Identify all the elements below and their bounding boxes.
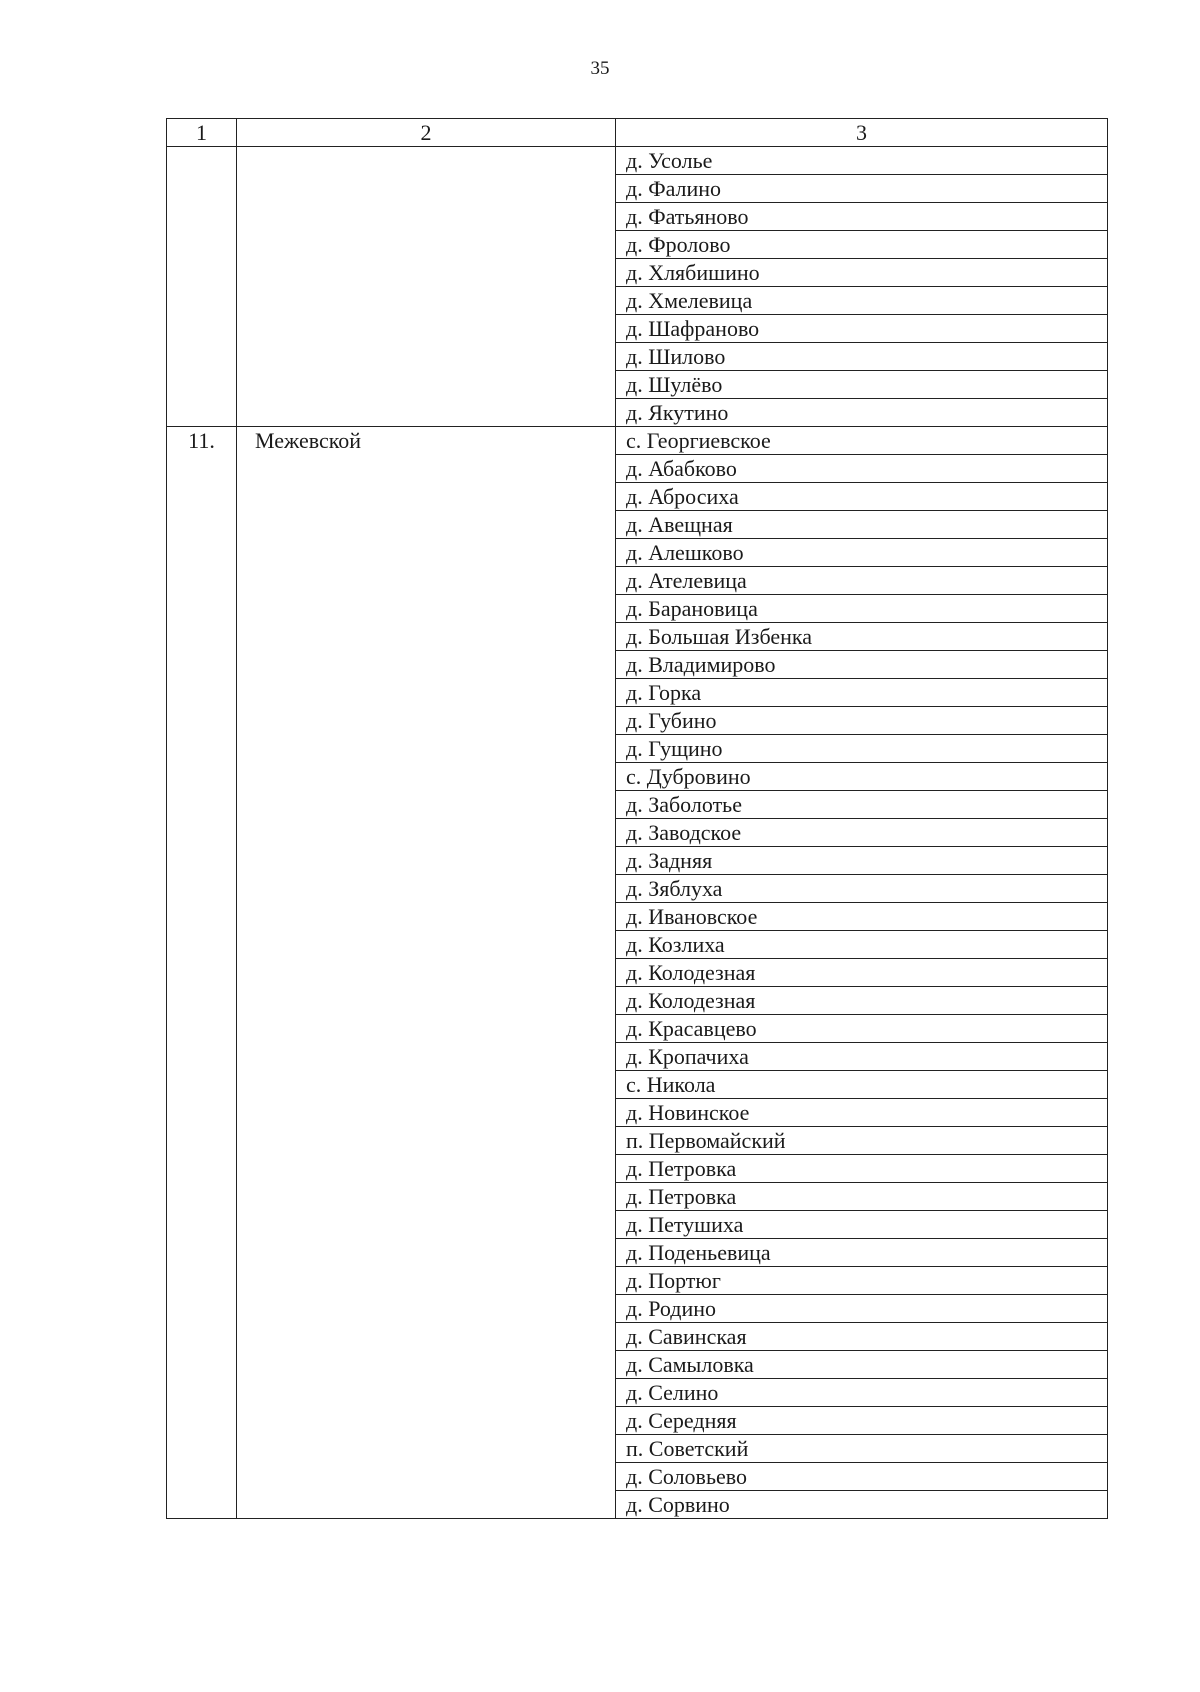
settlement-name: д. Фатьяново xyxy=(616,203,1108,231)
settlement-name: д. Козлиха xyxy=(616,931,1108,959)
settlement-name: д. Заболотье xyxy=(616,791,1108,819)
settlement-name: д. Хлябишино xyxy=(616,259,1108,287)
district-number: 11. xyxy=(167,427,237,1519)
district-number xyxy=(167,147,237,427)
header-col-2: 2 xyxy=(237,119,616,147)
settlement-name: д. Савинская xyxy=(616,1323,1108,1351)
settlements-table xyxy=(166,118,1108,1519)
settlement-name: с. Никола xyxy=(616,1071,1108,1099)
settlement-name: д. Владимирово xyxy=(616,651,1108,679)
settlement-name: д. Колодезная xyxy=(616,959,1108,987)
header-col-1: 1 xyxy=(167,119,237,147)
settlement-name: д. Соловьево xyxy=(616,1463,1108,1491)
settlement-name: д. Фролово xyxy=(616,231,1108,259)
settlement-name: д. Ателевица xyxy=(616,567,1108,595)
settlement-name: д. Самыловка xyxy=(616,1351,1108,1379)
settlement-name: п. Советский xyxy=(616,1435,1108,1463)
settlement-name: д. Хмелевица xyxy=(616,287,1108,315)
settlement-name: д. Большая Избенка xyxy=(616,623,1108,651)
table-body xyxy=(167,147,1108,1519)
header-col-3: 3 xyxy=(616,119,1108,147)
page-number: 35 xyxy=(590,58,610,79)
settlement-name: д. Абабково xyxy=(616,455,1108,483)
settlement-name: д. Петровка xyxy=(616,1183,1108,1211)
settlement-name: д. Сорвино xyxy=(616,1491,1108,1519)
settlement-name: д. Гущино xyxy=(616,735,1108,763)
table-row xyxy=(167,427,1108,455)
settlement-name: д. Губино xyxy=(616,707,1108,735)
settlement-name: д. Авещная xyxy=(616,511,1108,539)
settlement-name: д. Шулёво xyxy=(616,371,1108,399)
settlement-name: д. Горка xyxy=(616,679,1108,707)
settlement-name: п. Первомайский xyxy=(616,1127,1108,1155)
settlement-name: д. Новинское xyxy=(616,1099,1108,1127)
settlement-name: д. Красавцево xyxy=(616,1015,1108,1043)
settlement-name: д. Портюг xyxy=(616,1267,1108,1295)
settlement-name: д. Петушиха xyxy=(616,1211,1108,1239)
settlement-name: д. Алешково xyxy=(616,539,1108,567)
settlement-name: д. Шилово xyxy=(616,343,1108,371)
settlement-name: д. Поденьевица xyxy=(616,1239,1108,1267)
settlement-name: д. Колодезная xyxy=(616,987,1108,1015)
settlement-name: д. Зяблуха xyxy=(616,875,1108,903)
settlement-name: д. Абросиха xyxy=(616,483,1108,511)
settlement-name: д. Задняя xyxy=(616,847,1108,875)
settlement-name: с. Дубровино xyxy=(616,763,1108,791)
district-name: Межевской xyxy=(237,427,616,1519)
settlement-name: д. Якутино xyxy=(616,399,1108,427)
settlement-name: д. Кропачиха xyxy=(616,1043,1108,1071)
settlement-name: д. Усолье xyxy=(616,147,1108,175)
table-header-row xyxy=(167,119,1108,147)
settlement-name: д. Середняя xyxy=(616,1407,1108,1435)
settlement-name: д. Родино xyxy=(616,1295,1108,1323)
district-name xyxy=(237,147,616,427)
settlement-name: д. Петровка xyxy=(616,1155,1108,1183)
settlement-name: с. Георгиевское xyxy=(616,427,1108,455)
settlement-name: д. Селино xyxy=(616,1379,1108,1407)
settlement-name: д. Барановица xyxy=(616,595,1108,623)
settlement-name: д. Шафраново xyxy=(616,315,1108,343)
settlement-name: д. Заводское xyxy=(616,819,1108,847)
settlement-name: д. Фалино xyxy=(616,175,1108,203)
settlement-name: д. Ивановское xyxy=(616,903,1108,931)
table-row xyxy=(167,147,1108,175)
